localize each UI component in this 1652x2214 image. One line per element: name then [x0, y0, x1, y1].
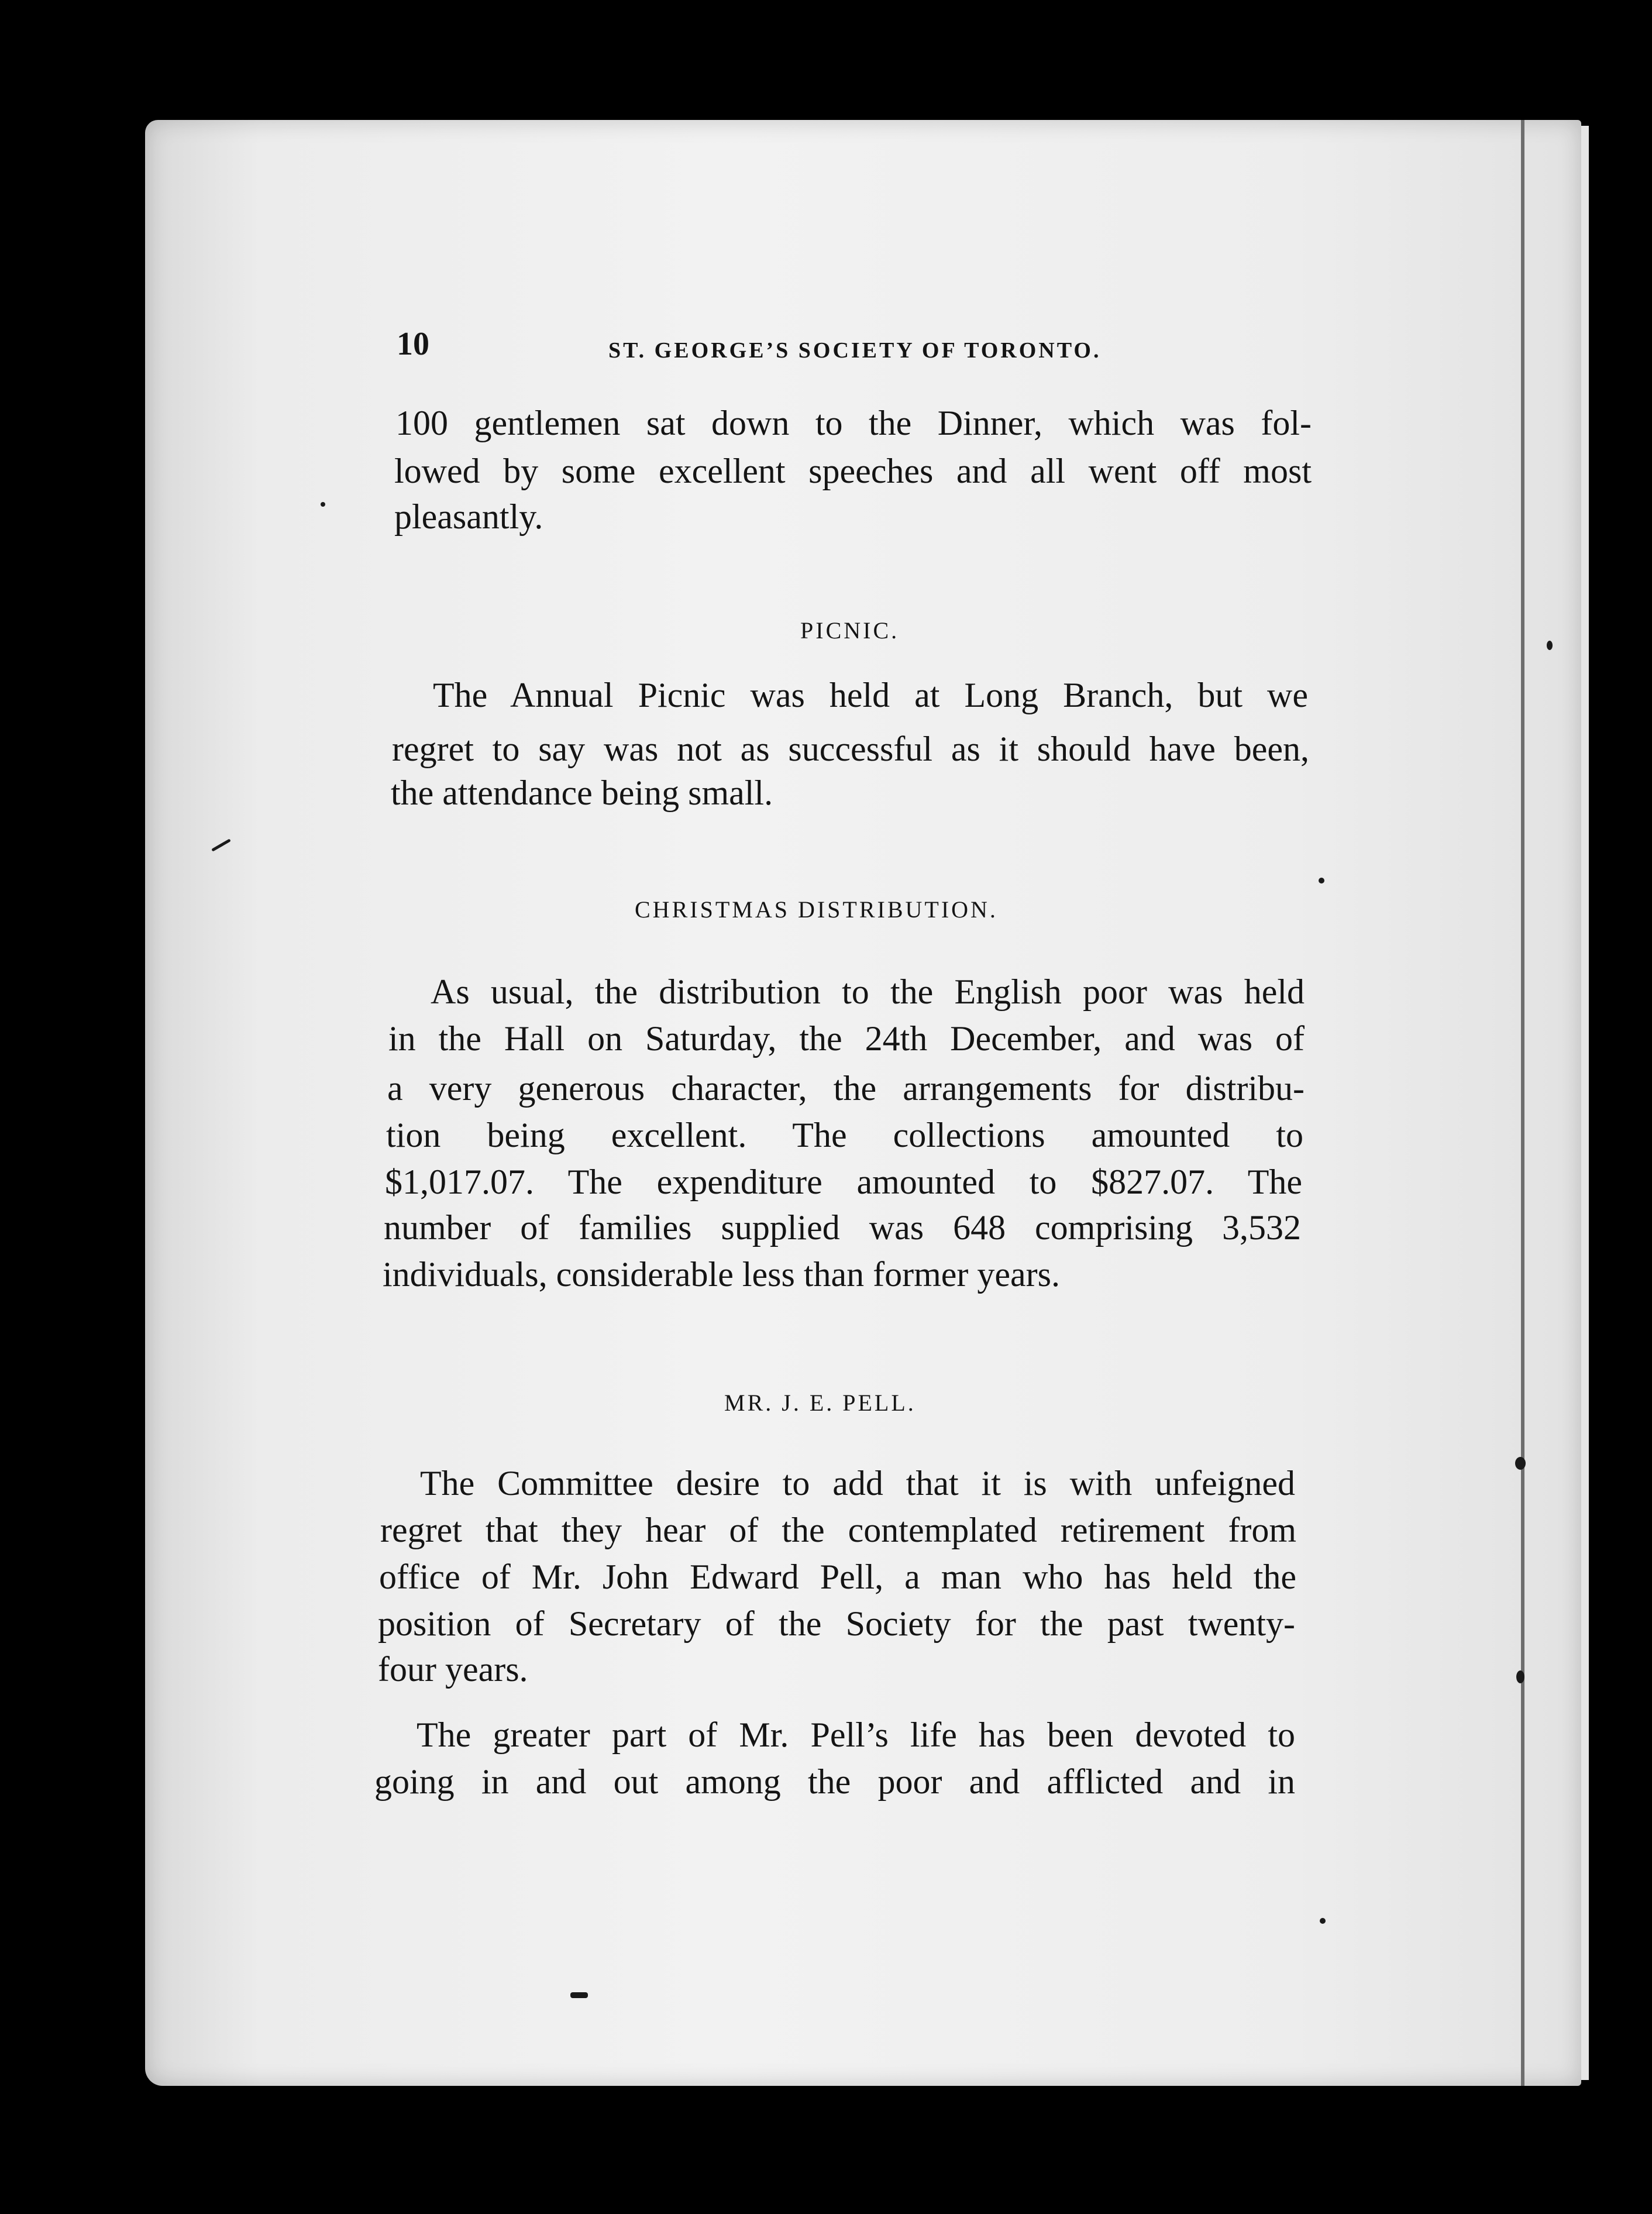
body-line: regret that they hear of the contemplated retirement from [380, 1511, 1296, 1549]
page-number: 10 [397, 326, 429, 362]
scan-speck [1516, 1670, 1524, 1683]
body-line: four years. [378, 1650, 528, 1689]
scan-speck [1319, 878, 1324, 883]
running-title: ST. GEORGE’S SOCIETY OF TORONTO. [608, 338, 1102, 363]
body-line: As usual, the distribution to the English poor was held [431, 972, 1305, 1011]
body-line: position of Secretary of the Society for the past twenty- [378, 1604, 1295, 1643]
scan-speck [1547, 641, 1553, 650]
body-line: the attendance being small. [391, 773, 773, 812]
scan-speck [570, 1992, 588, 1998]
body-line: The Committee desire to add that it is with unfeigned [420, 1464, 1295, 1503]
body-line: office of Mr. John Edward Pell, a man who has held the [379, 1558, 1296, 1596]
body-line: in the Hall on Saturday, the 24th December, and was of [388, 1019, 1305, 1058]
scan-speck [1515, 1457, 1526, 1470]
body-line: tion being excellent. The collections amounted to [386, 1116, 1303, 1154]
section-heading-picnic: PICNIC. [800, 617, 900, 644]
body-line: regret to say was not as successful as it should have been, [392, 730, 1309, 768]
scan-speck [1320, 1918, 1326, 1924]
section-heading-christmas-distribution: CHRISTMAS DISTRIBUTION. [635, 896, 998, 923]
body-line: The Annual Picnic was held at Long Branch, but we [433, 676, 1308, 714]
body-line: individuals, considerable less than former years. [383, 1255, 1060, 1294]
page-gutter [1521, 120, 1524, 2086]
section-heading-mr-pell: MR. J. E. PELL. [724, 1390, 916, 1416]
body-line: pleasantly. [394, 497, 543, 536]
body-line: number of families supplied was 648 comprising 3,532 [384, 1208, 1301, 1247]
body-line: $1,017.07. The expenditure amounted to $827.07. The [385, 1163, 1302, 1201]
body-line: 100 gentlemen sat down to the Dinner, which was fol- [395, 404, 1312, 442]
body-line: lowed by some excellent speeches and all went off most [394, 452, 1312, 490]
body-line: a very generous character, the arrangements for distribu- [387, 1069, 1305, 1108]
body-line: going in and out among the poor and afflicted and in [374, 1762, 1295, 1801]
scan-speck [321, 502, 325, 507]
body-line: The greater part of Mr. Pell’s life has been devoted to [417, 1715, 1295, 1754]
